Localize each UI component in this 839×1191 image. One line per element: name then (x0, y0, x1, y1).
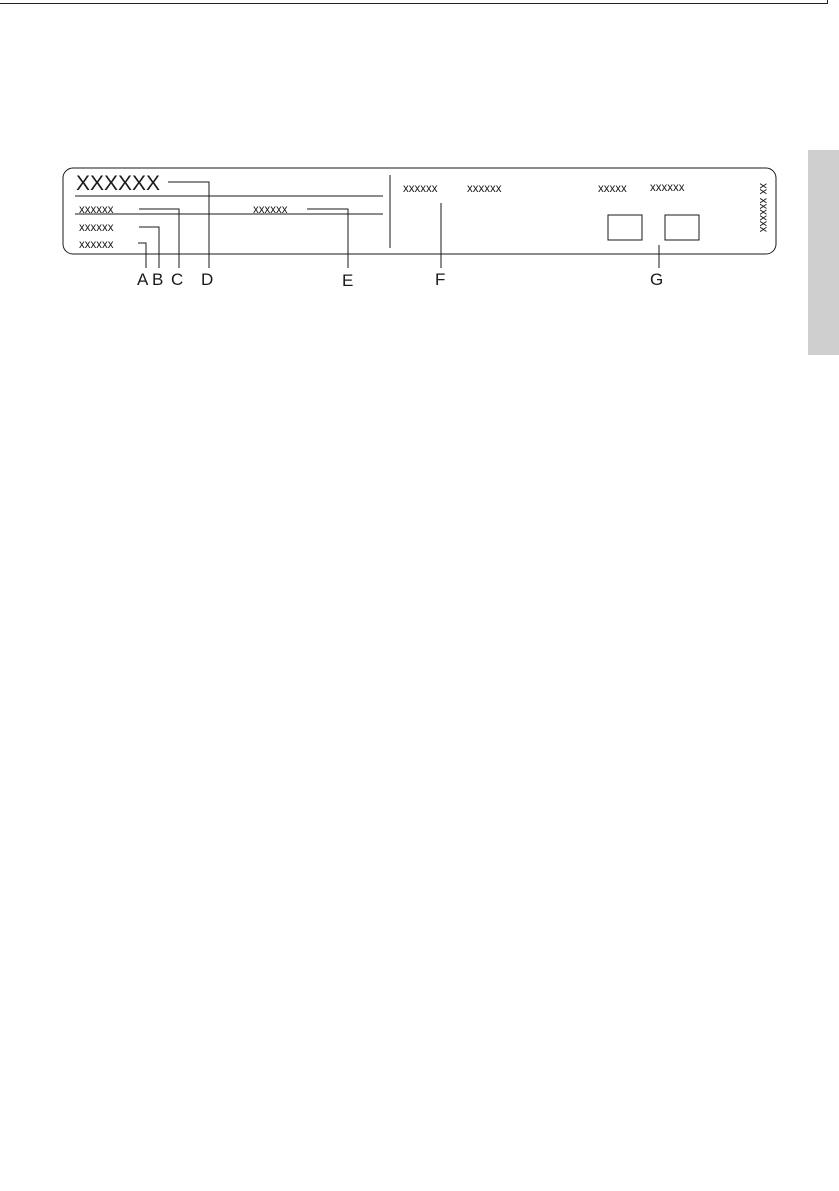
callout-a: A (137, 270, 149, 289)
right-field-2: xxxxxx (467, 183, 502, 195)
callout-d: D (201, 270, 214, 289)
symbol-box-right (665, 215, 699, 240)
left-field-2: xxxxxx (79, 222, 114, 234)
callout-e: E (342, 271, 354, 290)
label-plate-outline (63, 168, 776, 254)
leader-a (138, 243, 146, 268)
plate-title: XXXXXX (76, 172, 161, 195)
symbol-box-left (608, 215, 642, 240)
right-field-1: xxxxxx (403, 183, 438, 195)
callout-g: G (650, 270, 664, 289)
left-field-3: xxxxxx (79, 239, 114, 251)
vertical-field: xx xxxxxx (757, 183, 769, 233)
callout-f: F (435, 270, 446, 289)
callout-b: B (152, 270, 164, 289)
right-field-3: xxxxx (598, 183, 627, 195)
leader-b (139, 227, 159, 268)
right-field-4: xxxxxx (650, 182, 685, 194)
left-field-1: xxxxxx (79, 204, 114, 216)
label-plate-diagram (0, 0, 839, 300)
leader-e (307, 209, 348, 268)
callout-c: C (171, 270, 184, 289)
middle-field: xxxxxx (253, 204, 288, 216)
leader-d (168, 182, 209, 268)
